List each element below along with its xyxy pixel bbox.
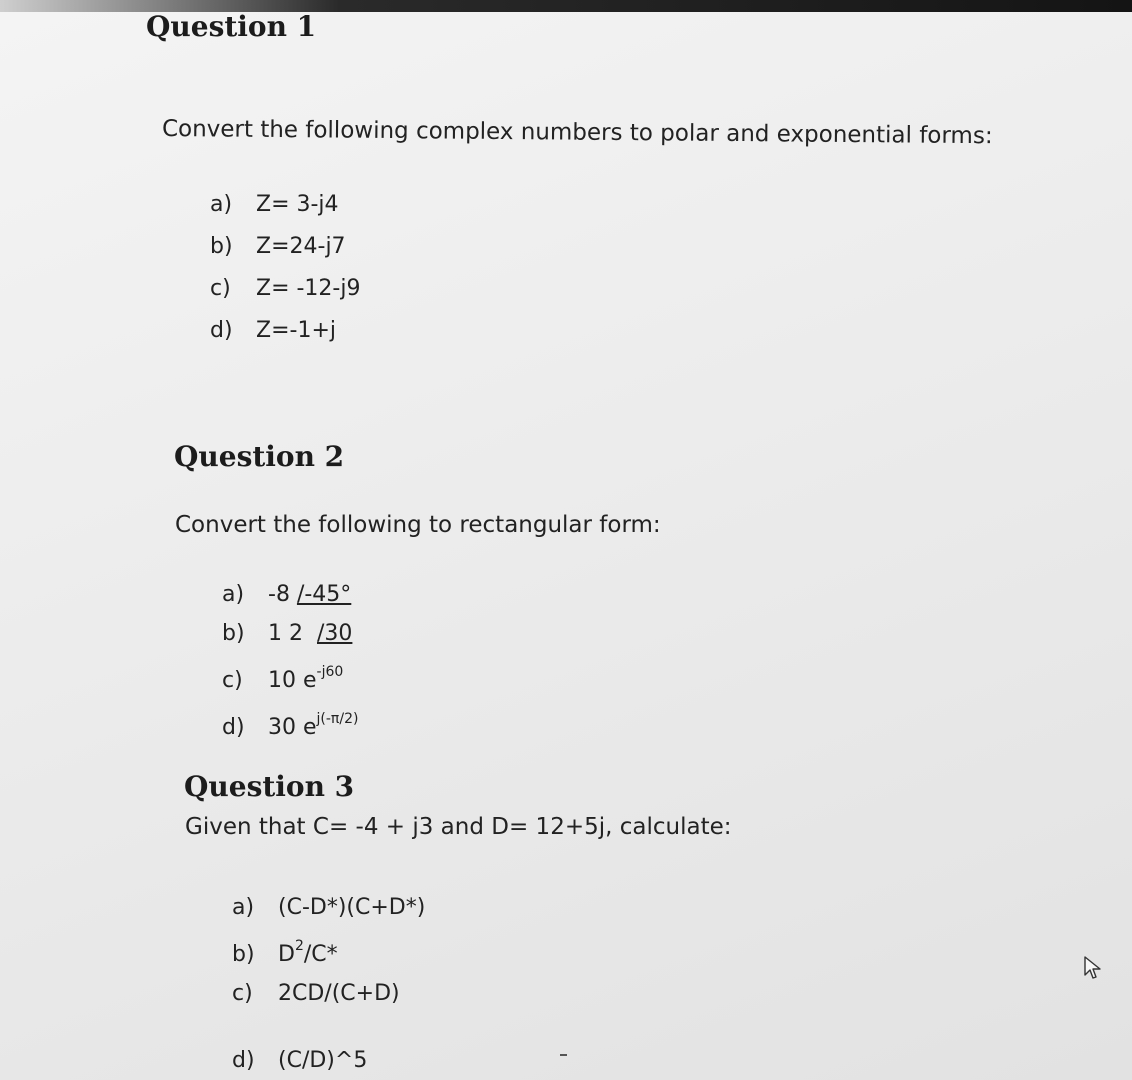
list-item: b) 1 2 /30 (222, 621, 353, 646)
list-item: c) 10 $e^{-j60}$ (222, 664, 344, 693)
list-item: a) -8 /-45° (222, 582, 352, 607)
question-1-title: Question 1 (146, 10, 317, 43)
question-1-list (210, 184, 360, 352)
question-1-prompt: Convert the following complex numbers to polar and exponential forms: (161, 116, 993, 150)
list-item: a) (C-D*)(C+D*) (232, 895, 426, 920)
list-item: d) Z=-1+j (210, 318, 336, 343)
list-item: b) Z=24-j7 (210, 234, 346, 259)
list-item: c) Z= -12-j9 (210, 276, 361, 301)
question-2-list (222, 575, 358, 747)
question-3-prompt: Given that C= -4 + j3 and D= 12+5j, calculate: (185, 814, 732, 840)
question-3-list (232, 888, 425, 1080)
question-2-prompt: Convert the following to rectangular form: (175, 512, 661, 538)
list-item: b) $D^2/C*$ (232, 938, 338, 967)
list-item: c) 2CD/(C+D) (232, 981, 400, 1006)
question-3-title: Question 3 (184, 770, 355, 803)
list-item: d) 30 $e^{j(-\pi/2)}$ (222, 711, 359, 740)
list-item: d) (C/D)^5 (232, 1048, 368, 1073)
mouse-pointer-icon (1082, 955, 1104, 981)
dust-speck (560, 1054, 567, 1056)
question-2-title: Question 2 (174, 440, 345, 473)
list-item: a) Z= 3-j4 (210, 192, 339, 217)
